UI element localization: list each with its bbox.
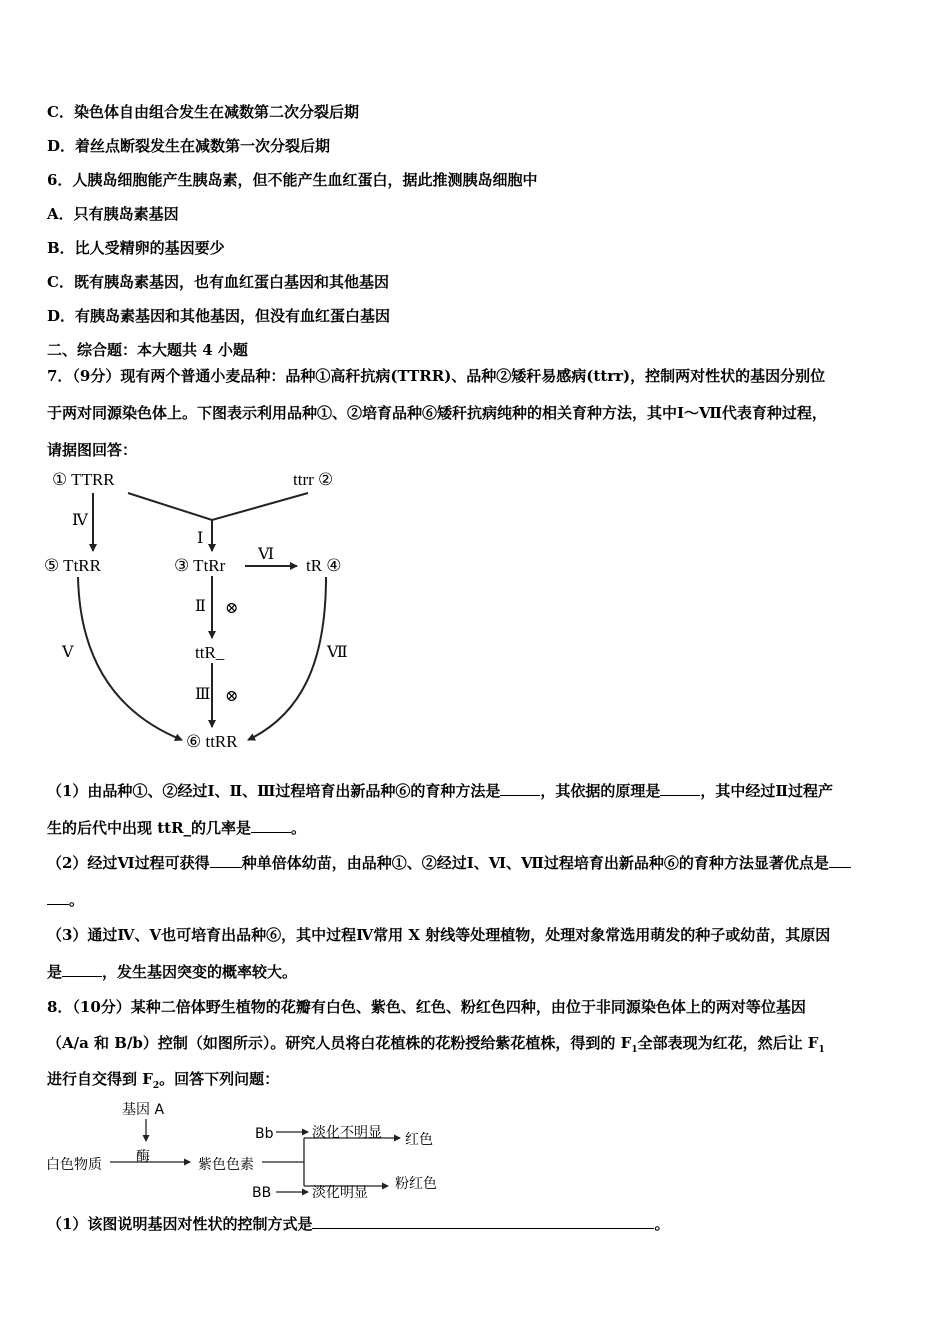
gene-a-label: 基因 A [122,1102,165,1118]
red-label: 红色 [405,1132,433,1148]
q7-stem-line1: 7．（9分）现有两个普通小麦品种：品种①高秆抗病(TTRR)、品种②矮秆易感病(ttrr)，控制两对性状的基因分别位 [47,367,826,385]
pigment-pathway-diagram [40,1098,460,1208]
q6-option-d: D．有胰岛素基因和其他基因，但没有血红蛋白基因 [47,307,391,325]
label-III: Ⅲ [195,686,211,703]
label-VII: Ⅶ [327,644,348,661]
label-VI: Ⅵ [258,546,275,563]
q7-sub1-line1: （1）由品种①、②经过Ⅰ、Ⅱ、Ⅲ过程培育出新品种⑥的育种方法是 ，其依据的原理是 ，其中经过Ⅱ过程产 [47,782,834,800]
q7-sub2-line1: （2）经过Ⅵ过程可获得 种单倍体幼苗，由品种①、②经过Ⅰ、Ⅵ、Ⅶ过程培育出新品种⑥的育种方法显著优点是 [47,853,851,873]
q7-sub3-line2: 是 ，发生基因突变的概率较大。 [47,963,298,981]
q6-option-b: B．比人受精卵的基因要少 [47,239,225,257]
branch-lines [262,1138,304,1186]
label-V: Ⅴ [62,644,74,661]
bb-hetero-label: Bb [255,1126,274,1142]
q8-stem-line2: （A/a 和 B/b）控制（如图所示）。研究人员将白花植株的花粉授给紫花植株，得到的 $F_1$全部表现为红花，然后让 $F_1$ [47,1034,825,1055]
fade-strong-label: 淡化明显 [312,1185,368,1201]
node-mid: ttR_ [195,643,225,662]
self-symbol-2: ⊗ [225,688,239,705]
section-heading: 二、综合题：本大题共 4 小题 [47,341,248,359]
label-IV: Ⅳ [72,512,88,529]
node-3: ③ TtRr [174,556,226,575]
label-I: Ⅰ [197,530,204,547]
q7-sub3-line1: （3）通过Ⅳ、Ⅴ也可培育出品种⑥，其中过程Ⅳ常用 X 射线等处理植物，处理对象常选用萌发的种子或幼苗，其原因 [47,926,831,944]
q5-option-c: C．染色体自由组合发生在减数第二次分裂后期 [47,103,359,121]
node-4: tR ④ [306,556,342,575]
enzyme-label: 酶 [136,1149,150,1165]
purple-pigment: 紫色色素 [198,1157,254,1173]
white-substance: 白色物质 [46,1157,102,1173]
cross-line [128,493,308,520]
q6-option-c: C．既有胰岛素基因，也有血红蛋白基因和其他基因 [47,273,389,291]
bb-homo-label: BB [252,1185,272,1201]
node-1: ① TTRR [52,470,115,489]
label-II: Ⅱ [195,598,206,615]
q7-sub2-line2: 。 [47,890,84,910]
node-2: ttrr ② [293,470,334,489]
q8-stem-line3: 进行自交得到 $F_2$。回答下列问题： [47,1070,280,1091]
q5-option-d: D．着丝点断裂发生在减数第一次分裂后期 [47,137,331,155]
q6-option-a: A．只有胰岛素基因 [47,205,179,223]
pink-label: 粉红色 [395,1176,437,1192]
q7-stem-line2: 于两对同源染色体上。下图表示利用品种①、②培育品种⑥矮秆抗病纯种的相关育种方法，其中Ⅰ～Ⅶ代表育种过程， [47,404,827,422]
q6-stem: 6．人胰岛细胞能产生胰岛素，但不能产生血红蛋白，据此推测胰岛细胞中 [47,171,538,189]
fade-weak-label: 淡化不明显 [312,1125,382,1141]
q7-stem-line3: 请据图回答： [47,441,138,459]
q7-sub1-line2: 生的后代中出现 ttR_的几率是 。 [47,819,307,837]
self-symbol-1: ⊗ [225,600,239,617]
q8-stem-line1: 8．（10分）某种二倍体野生植物的花瓣有白色、紫色、红色、粉红色四种，由位于非同源染色体上的两对等位基因 [47,998,806,1016]
arrow-V [78,577,182,740]
node-5: ⑤ TtRR [44,556,101,575]
breeding-diagram [40,465,370,755]
node-6: ⑥ ttRR [186,732,238,751]
arrow-VII [248,577,326,740]
q8-sub1: （1）该图说明基因对性状的控制方式是 。 [47,1215,670,1233]
